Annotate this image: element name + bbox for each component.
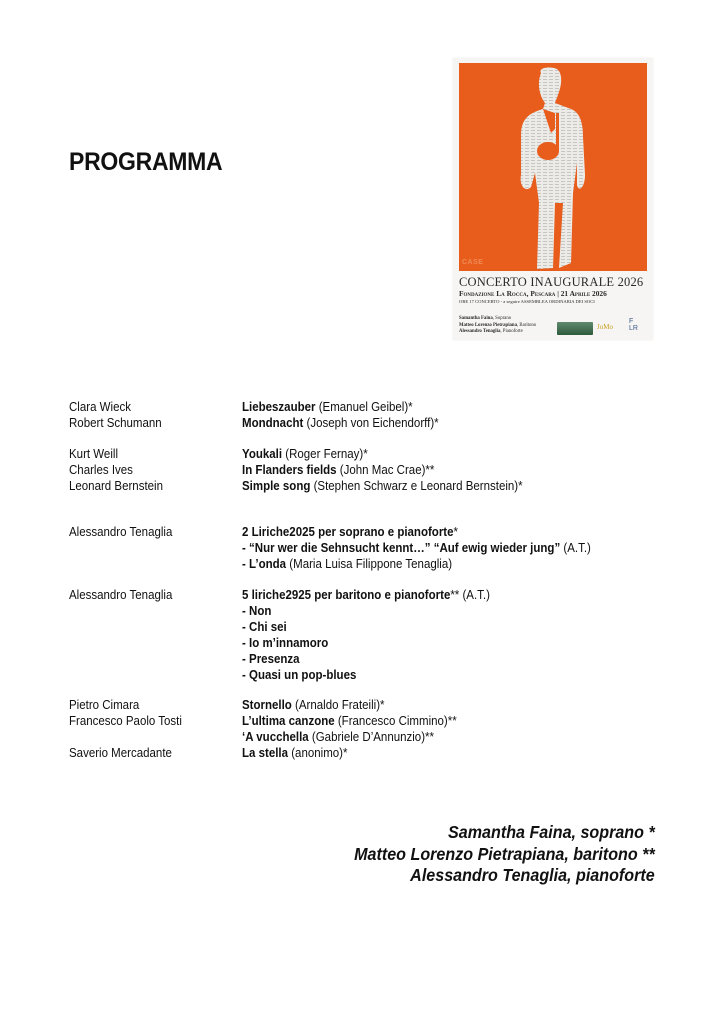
- piece-title: - L’onda: [242, 557, 287, 571]
- piece: [242, 698, 385, 714]
- composer-name: Saverio Mercadante: [69, 746, 172, 760]
- piece-details: (Maria Luisa Filippone Tenaglia): [286, 557, 453, 571]
- composer-name: Pietro Cimara: [69, 698, 140, 712]
- piece-details: ** (A.T.): [450, 588, 490, 602]
- piece: [242, 479, 523, 495]
- piece-title: - “Nur wer die Sehnsucht kennt…” “Auf ewig wieder jung”: [242, 541, 561, 555]
- piece: [242, 620, 287, 636]
- piece: [242, 668, 356, 684]
- piece: [242, 588, 490, 604]
- composer-name: Francesco Paolo Tosti: [69, 714, 182, 728]
- piece-details: (Emanuel Geibel)*: [315, 400, 413, 414]
- piece-title: - Io m’innamoro: [242, 636, 329, 650]
- performer-line: Matteo Lorenzo Pietrapiana, baritono **: [354, 843, 655, 864]
- piece: [242, 730, 434, 746]
- piece-details: (Arnaldo Frateili)*: [291, 698, 385, 712]
- piece-title: In Flanders fields: [242, 463, 337, 477]
- piece-title: 5 liriche2925 per baritono e pianoforte: [242, 588, 451, 602]
- piece-title: Stornello: [242, 698, 292, 712]
- poster-performer-name: Matteo Lorenzo Pietrapiana: [459, 322, 517, 328]
- performer-line: Samantha Faina, soprano *: [448, 822, 655, 842]
- concert-poster: [453, 58, 653, 340]
- piece: [242, 525, 458, 541]
- singer-figure-icon: [459, 63, 647, 271]
- page-title: PROGRAMMA: [69, 148, 223, 176]
- piece-details: *: [453, 525, 459, 539]
- flr-logo: [629, 318, 638, 332]
- jomo-logo: JoMo: [597, 323, 613, 331]
- flr-logo-bottom: LR: [629, 325, 638, 332]
- piece: [242, 652, 300, 668]
- piece: [242, 604, 271, 620]
- poster-caption: [459, 275, 647, 334]
- piece-title: - Quasi un pop-blues: [242, 668, 357, 682]
- poster-performer-name: Samantha Faina: [459, 316, 493, 321]
- piece-details: (Roger Fernay)*: [282, 447, 368, 461]
- piece-details: (John Mac Crae)**: [336, 463, 435, 477]
- piece-details: (anonimo)*: [288, 746, 348, 760]
- piece-details: (A.T.): [560, 541, 591, 555]
- poster-subtitle: Fondazione La Rocca, Pescara | 21 Aprile 2026: [459, 289, 607, 298]
- piece-title: 2 Liriche2025 per soprano e pianoforte: [242, 525, 454, 539]
- composer-name: Charles Ives: [69, 463, 133, 477]
- piece-title: Simple song: [242, 479, 311, 493]
- piece: [242, 714, 457, 730]
- flr-logo-top: F: [629, 318, 634, 325]
- piece: [242, 746, 347, 762]
- performer-line: Alessandro Tenaglia, pianoforte: [410, 865, 655, 885]
- composer-name: Kurt Weill: [69, 447, 119, 461]
- composer-name: Robert Schumann: [69, 416, 162, 430]
- piece-title: L’ultima canzone: [242, 714, 335, 728]
- poster-artwork: [459, 63, 647, 271]
- poster-performers: Samantha Faina, Soprano Matteo Lorenzo Pietrapiana, Baritono Alessandro Tenaglia, Pianoforte: [459, 316, 537, 334]
- piece: [242, 636, 328, 652]
- poster-time-line: ORE 17 CONCERTO - a seguire ASSEMBLEA ORDINARIA DEI SOCI: [459, 299, 595, 304]
- piece: [242, 463, 434, 479]
- piece-details: (Gabriele D’Annunzio)**: [308, 730, 434, 744]
- piece: [242, 557, 452, 573]
- poster-performer-name: Alessandro Tenaglia: [459, 329, 501, 334]
- piece-title: - Presenza: [242, 652, 300, 666]
- piece-title: - Chi sei: [242, 620, 287, 634]
- piece: [242, 400, 413, 416]
- poster-performer-role: Soprano: [495, 316, 512, 321]
- piece-details: (Joseph von Eichendorff)*: [303, 416, 439, 430]
- piece: [242, 416, 439, 432]
- piece-details: (Stephen Schwarz e Leonard Bernstein)*: [310, 479, 523, 493]
- composer-name: Alessandro Tenaglia: [69, 588, 173, 602]
- composer-name: Clara Wieck: [69, 400, 131, 414]
- piece-title: Youkali: [242, 447, 283, 461]
- landscape-logo-icon: [557, 322, 593, 335]
- piece: [242, 447, 368, 463]
- composer-name: Alessandro Tenaglia: [69, 525, 173, 539]
- piece-title: Mondnacht: [242, 416, 304, 430]
- composer-name: Leonard Bernstein: [69, 479, 163, 493]
- piece-title: ‘A vucchella: [242, 730, 309, 744]
- poster-watermark: CASE: [462, 259, 484, 266]
- piece-title: Liebeszauber: [242, 400, 316, 414]
- poster-title: CONCERTO INAUGURALE 2026: [459, 275, 644, 289]
- performers-credits: [328, 822, 655, 887]
- poster-performer-role: Baritono: [519, 322, 537, 328]
- piece-title: La stella: [242, 746, 289, 760]
- poster-performer-role: Pianoforte: [502, 329, 523, 334]
- piece: [242, 541, 591, 557]
- piece-details: (Francesco Cimmino)**: [334, 714, 457, 728]
- piece-title: - Non: [242, 604, 272, 618]
